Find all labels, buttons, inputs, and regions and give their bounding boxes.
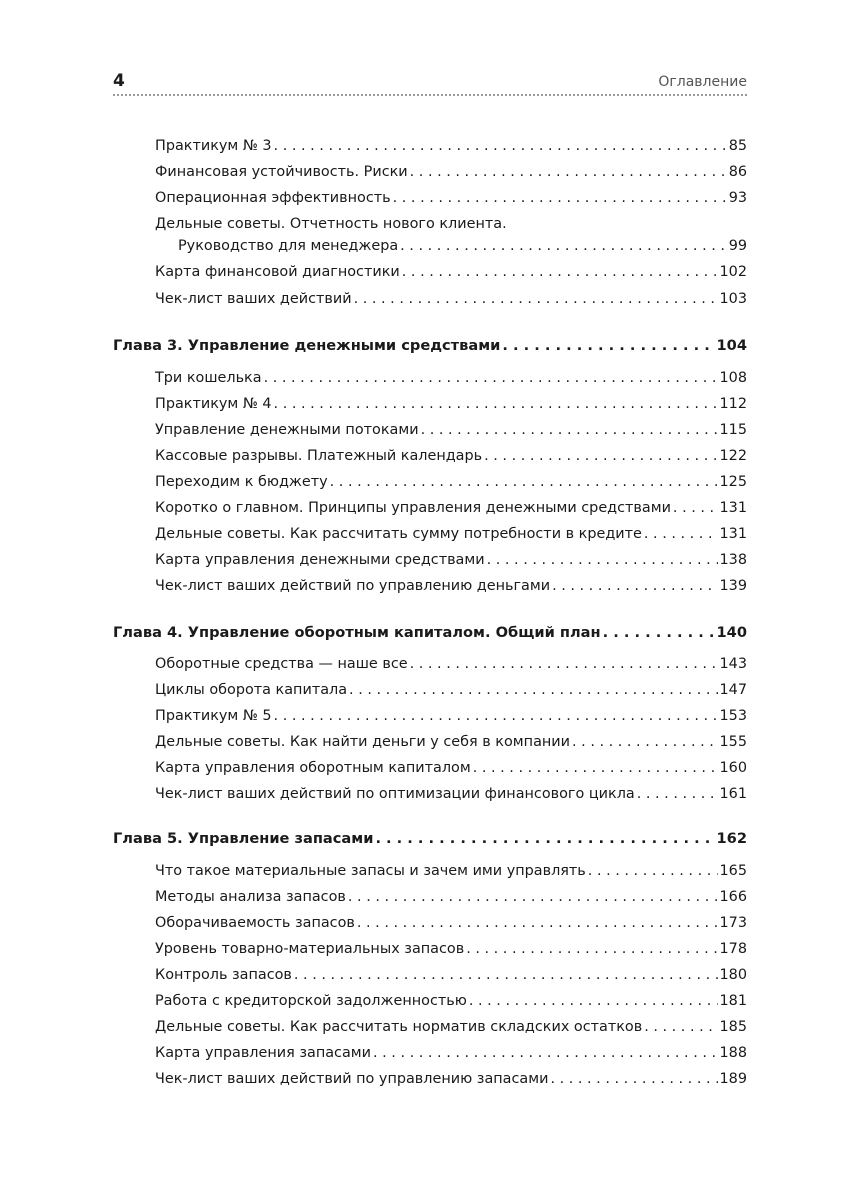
dot-leader — [294, 966, 718, 984]
chapter-page: 140 — [716, 624, 747, 641]
dot-leader — [357, 914, 718, 932]
toc-entry-title: Оборотные средства — наше все — [155, 656, 408, 672]
toc-entry-title: Операционная эффективность — [155, 190, 391, 206]
dot-leader — [410, 655, 718, 673]
toc-entry-page: 102 — [719, 264, 747, 280]
toc-entry-page: 112 — [719, 396, 747, 412]
toc-entry-title: Три кошелька — [155, 370, 262, 386]
dot-leader — [469, 992, 718, 1010]
toc-entry[interactable] — [155, 1070, 747, 1088]
toc-entry-page: 153 — [719, 708, 747, 724]
dot-leader — [274, 707, 718, 725]
dot-leader — [421, 421, 718, 439]
toc-entry-page: 160 — [719, 760, 747, 776]
dot-leader — [349, 681, 717, 699]
toc-entry[interactable] — [155, 137, 747, 155]
toc-entry-title: Практикум № 5 — [155, 708, 272, 724]
toc-entry-title: Дельные советы. Отчетность нового клиента. — [155, 216, 507, 232]
dot-leader — [264, 369, 718, 387]
dot-leader — [644, 1018, 717, 1036]
toc-entry[interactable] — [155, 655, 747, 673]
toc-entry-title: Руководство для менеджера — [178, 238, 399, 254]
toc-entry-title: Чек-лист ваших действий по оптимизации финансового цикла — [155, 786, 635, 802]
toc-entry[interactable] — [155, 551, 747, 569]
toc-entry[interactable] — [155, 189, 747, 207]
toc-entry-title: Методы анализа запасов — [155, 889, 346, 905]
toc-entry[interactable] — [155, 577, 747, 595]
toc-entry-title: Карта финансовой диагностики — [155, 264, 400, 280]
toc-entry[interactable] — [155, 914, 747, 932]
toc-entry-page: 178 — [719, 941, 747, 957]
toc-entry-page: 85 — [728, 138, 747, 154]
dot-leader — [552, 577, 717, 595]
toc-entry[interactable] — [155, 290, 747, 308]
toc-entry-title: Кассовые разрывы. Платежный календарь — [155, 448, 483, 464]
toc-entry-title: Дельные советы. Как рассчитать сумму потребности в кредите — [155, 526, 642, 542]
toc-entry-title: Переходим к бюджету — [155, 474, 328, 490]
toc-entry-title: Что такое материальные запасы и зачем ими управлять — [155, 863, 586, 879]
toc-entry-title: Коротко о главном. Принципы управления денежными средствами — [155, 500, 671, 516]
toc-entry-page: 181 — [719, 993, 747, 1009]
toc-entry[interactable] — [155, 499, 747, 517]
toc-entry-title: Циклы оборота капитала — [155, 682, 348, 698]
toc-entry-title: Практикум № 3 — [155, 138, 272, 154]
toc-entry-page: 103 — [719, 291, 747, 307]
toc-entry-title: Чек-лист ваших действий по управлению деньгами — [155, 578, 551, 594]
toc-entry-page: 131 — [719, 526, 747, 542]
toc-entry-page: 185 — [719, 1019, 747, 1035]
toc-entry-page: 125 — [719, 474, 747, 490]
toc-entry-page: 115 — [719, 422, 747, 438]
toc-entry-title: Управление денежными потоками — [155, 422, 419, 438]
dot-leader — [393, 189, 727, 207]
dot-leader — [550, 1070, 717, 1088]
toc-entry-title: Карта управления оборотным капиталом — [155, 760, 471, 776]
dot-leader — [274, 395, 718, 413]
dot-leader — [572, 733, 718, 751]
toc-entry-page: 165 — [719, 863, 747, 879]
toc-entry-title: Чек-лист ваших действий по управлению запасами — [155, 1071, 549, 1087]
dot-leader — [603, 624, 715, 642]
running-title: Оглавление — [658, 74, 747, 90]
toc-entry-page: 155 — [719, 734, 747, 750]
dot-leader — [373, 1044, 718, 1062]
toc-entry-title: Карта управления запасами — [155, 1045, 371, 1061]
toc-entry[interactable] — [155, 421, 747, 439]
chapter-page: 162 — [716, 830, 747, 847]
toc-entry[interactable] — [155, 888, 747, 906]
toc-entry-page: 147 — [719, 682, 747, 698]
toc-entry-page: 180 — [719, 967, 747, 983]
chapter-title: Глава 4. Управление оборотным капиталом. Общий план — [113, 624, 601, 641]
toc-entry-page: 188 — [719, 1045, 747, 1061]
toc-entry[interactable] — [155, 473, 747, 491]
running-header — [113, 70, 747, 96]
toc-entry-line1[interactable] — [155, 215, 747, 233]
dot-leader — [375, 830, 714, 848]
toc-entry[interactable] — [155, 1044, 747, 1062]
toc-entry[interactable] — [155, 759, 747, 777]
dot-leader — [637, 785, 718, 803]
toc-entry[interactable] — [155, 862, 747, 880]
dot-leader — [348, 888, 718, 906]
toc-entry-page: 131 — [719, 500, 747, 516]
toc-entry-page: 108 — [719, 370, 747, 386]
dot-leader — [410, 163, 727, 181]
chapter-title: Глава 3. Управление денежными средствами — [113, 337, 501, 354]
toc-entry-title: Финансовая устойчивость. Риски — [155, 164, 408, 180]
toc-entry-page: 143 — [719, 656, 747, 672]
toc-chapter-3[interactable] — [113, 337, 747, 355]
dot-leader — [466, 940, 717, 958]
toc-entry-title: Карта управления денежными средствами — [155, 552, 485, 568]
toc-entry[interactable] — [155, 681, 747, 699]
dot-leader — [330, 473, 718, 491]
toc-entry-page: 93 — [728, 190, 747, 206]
toc-entry-title: Контроль запасов — [155, 967, 292, 983]
toc-entry[interactable] — [155, 263, 747, 281]
toc-entry-page: 139 — [719, 578, 747, 594]
toc-entry-title: Оборачиваемость запасов — [155, 915, 355, 931]
toc-entry[interactable] — [155, 1018, 747, 1036]
toc-entry-page: 173 — [719, 915, 747, 931]
toc-entry[interactable] — [155, 525, 747, 543]
toc-entry-page: 99 — [728, 238, 747, 254]
page-number: 4 — [113, 71, 125, 91]
toc-entry-title: Дельные советы. Как рассчитать норматив складских остатков — [155, 1019, 643, 1035]
toc-entry-title: Практикум № 4 — [155, 396, 272, 412]
dot-leader — [487, 551, 718, 569]
toc-entry[interactable] — [155, 163, 747, 181]
toc-entry-title: Дельные советы. Как найти деньги у себя в компании — [155, 734, 571, 750]
toc-entry-page: 161 — [719, 786, 747, 802]
toc-entry[interactable] — [155, 733, 747, 751]
toc-entry-title: Уровень товарно-материальных запасов — [155, 941, 465, 957]
toc-entry[interactable] — [155, 707, 747, 725]
dot-leader — [400, 237, 727, 255]
toc-entry[interactable] — [155, 966, 747, 984]
toc-chapter-5[interactable] — [113, 830, 747, 848]
toc-entry-title: Работа с кредиторской задолженностью — [155, 993, 467, 1009]
toc-entry[interactable] — [155, 940, 747, 958]
chapter-title: Глава 5. Управление запасами — [113, 830, 374, 847]
toc-entry[interactable] — [155, 447, 747, 465]
dot-leader — [673, 499, 718, 517]
dot-leader — [588, 862, 718, 880]
toc-entry-page: 122 — [719, 448, 747, 464]
dot-leader — [402, 263, 718, 281]
toc-chapter-4[interactable] — [113, 624, 747, 642]
toc-entry-page: 166 — [719, 889, 747, 905]
dot-leader — [274, 137, 727, 155]
toc-entry-page: 138 — [719, 552, 747, 568]
toc-entry[interactable] — [155, 785, 747, 803]
dot-leader — [484, 447, 717, 465]
toc-entry-page: 86 — [728, 164, 747, 180]
toc-entry[interactable] — [155, 992, 747, 1010]
dot-leader — [473, 759, 718, 777]
toc-entry-line2[interactable] — [178, 237, 747, 255]
toc-entry[interactable] — [155, 395, 747, 413]
toc-entry-title: Чек-лист ваших действий — [155, 291, 352, 307]
toc-entry-page: 189 — [719, 1071, 747, 1087]
toc-entry[interactable] — [155, 369, 747, 387]
chapter-page: 104 — [716, 337, 747, 354]
dot-leader — [354, 290, 718, 308]
dot-leader — [644, 525, 718, 543]
dot-leader — [502, 337, 714, 355]
